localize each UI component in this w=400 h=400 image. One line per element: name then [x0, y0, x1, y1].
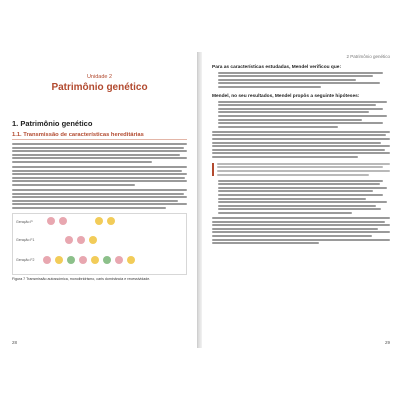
unit-label: Unidade 2 — [86, 74, 113, 80]
right-page — [202, 52, 400, 348]
page-number: 28 — [12, 340, 18, 345]
figure-row-p — [47, 217, 115, 225]
left-page — [0, 52, 198, 348]
right-heading: Mendel, no seu resultados, Mendel propôs a seguinte hipóteses: — [212, 93, 360, 99]
genetics-figure — [12, 213, 187, 275]
pea-cell — [79, 256, 87, 264]
pea-cell — [47, 217, 55, 225]
right-heading: Para as características estudadas, Mendel verificou que: — [212, 65, 342, 70]
callout-box — [212, 163, 390, 176]
figure-caption: Figura 7 Transmissão autossómica, monoibridrismo, caris dominância e recessividade. — [12, 276, 151, 281]
running-head: 2 Patrimônio genético — [346, 54, 390, 59]
pea-cell — [107, 217, 115, 225]
bullet-list — [212, 72, 390, 88]
figure-label: Geração F1 — [16, 237, 35, 242]
page-number: 29 — [384, 340, 390, 345]
pea-cell — [91, 256, 99, 264]
pea-cell — [127, 256, 135, 264]
section-title: 1. Patrimônio genético — [12, 119, 93, 128]
pea-cell — [77, 236, 85, 244]
figure-row-f1 — [65, 236, 97, 244]
pea-cell — [95, 217, 103, 225]
pea-cell — [59, 217, 67, 225]
body-paragraph — [12, 189, 187, 209]
figure-label: Geração F2 — [16, 257, 35, 262]
pea-cell — [55, 256, 63, 264]
pea-cell — [67, 256, 75, 264]
pea-cell — [65, 236, 73, 244]
body-paragraph — [12, 143, 187, 163]
body-paragraph — [212, 131, 390, 158]
unit-title: Patrimônio genético — [51, 82, 148, 93]
pea-cell — [43, 256, 51, 264]
body-paragraph — [12, 166, 187, 186]
figure-row-f2 — [43, 256, 135, 264]
bullet-list — [212, 180, 390, 214]
figure-label: Geração P — [16, 219, 33, 224]
subsection-title: 1.1. Transmissão de características hereditárias — [12, 132, 187, 140]
pea-cell — [103, 256, 111, 264]
body-paragraph — [212, 217, 390, 244]
pea-cell — [89, 236, 97, 244]
bullet-list — [212, 101, 390, 128]
pea-cell — [115, 256, 123, 264]
